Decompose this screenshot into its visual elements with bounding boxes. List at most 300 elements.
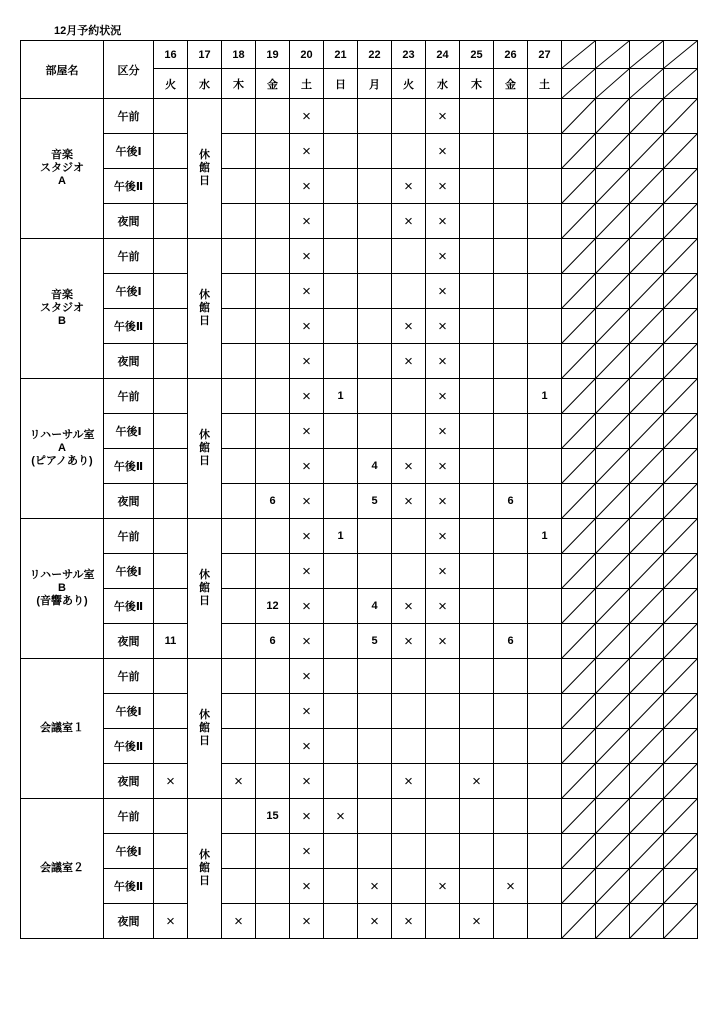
unused-cell xyxy=(596,484,630,519)
availability-cell xyxy=(154,484,188,519)
availability-cell xyxy=(460,869,494,904)
reservation-table xyxy=(20,40,698,939)
availability-cell xyxy=(528,659,562,694)
room-name: 会議室２ xyxy=(21,799,104,939)
booked-mark: × xyxy=(426,519,460,554)
booked-mark: × xyxy=(222,904,256,939)
unused-cell xyxy=(630,834,664,869)
unused-cell xyxy=(664,589,698,624)
availability-cell xyxy=(256,309,290,344)
weekday-header: 金 xyxy=(494,69,528,99)
availability-cell xyxy=(154,204,188,239)
unused-cell xyxy=(596,554,630,589)
unused-cell xyxy=(596,729,630,764)
availability-cell xyxy=(222,239,256,274)
availability-cell xyxy=(256,134,290,169)
unused-cell xyxy=(630,134,664,169)
availability-cell xyxy=(494,589,528,624)
availability-cell xyxy=(256,379,290,414)
availability-cell xyxy=(222,729,256,764)
availability-cell xyxy=(460,519,494,554)
availability-cell xyxy=(222,414,256,449)
unused-cell xyxy=(562,99,596,134)
availability-cell xyxy=(460,344,494,379)
unused-cell xyxy=(562,204,596,239)
period-label: 夜間 xyxy=(104,764,154,799)
period-label: 午後Ⅱ xyxy=(104,589,154,624)
weekday-header: 木 xyxy=(222,69,256,99)
booked-mark: × xyxy=(290,134,324,169)
weekday-header: 土 xyxy=(528,69,562,99)
unused-cell xyxy=(630,519,664,554)
date-header: 17 xyxy=(188,41,222,69)
availability-cell xyxy=(256,694,290,729)
availability-cell xyxy=(460,134,494,169)
availability-cell xyxy=(460,484,494,519)
availability-cell xyxy=(324,344,358,379)
table-row xyxy=(21,239,698,274)
availability-cell xyxy=(222,204,256,239)
booked-mark: × xyxy=(290,799,324,834)
availability-cell xyxy=(222,589,256,624)
unused-cell xyxy=(562,519,596,554)
availability-cell xyxy=(222,99,256,134)
availability-cell xyxy=(528,99,562,134)
unused-cell xyxy=(630,344,664,379)
unused-cell xyxy=(562,834,596,869)
booked-mark: × xyxy=(494,869,528,904)
closed-day-cell: 休 館 日 xyxy=(188,659,222,799)
room-column-header: 部屋名 xyxy=(21,41,104,99)
availability-cell xyxy=(528,414,562,449)
table-row xyxy=(21,204,698,239)
availability-cell xyxy=(256,169,290,204)
unused-cell xyxy=(630,659,664,694)
table-row xyxy=(21,274,698,309)
availability-cell xyxy=(494,379,528,414)
availability-cell xyxy=(256,204,290,239)
availability-cell xyxy=(324,204,358,239)
availability-cell xyxy=(256,449,290,484)
booked-mark: × xyxy=(154,904,188,939)
table-row xyxy=(21,169,698,204)
availability-cell xyxy=(256,869,290,904)
closed-day-cell: 休 館 日 xyxy=(188,799,222,939)
booked-mark: × xyxy=(290,519,324,554)
unused-cell xyxy=(596,904,630,939)
weekday-header: 火 xyxy=(154,69,188,99)
unused-cell xyxy=(562,869,596,904)
unused-cell xyxy=(664,869,698,904)
booked-mark: × xyxy=(324,799,358,834)
availability-cell xyxy=(392,379,426,414)
unused-cell xyxy=(562,414,596,449)
reservation-count: 5 xyxy=(358,484,392,519)
unused-cell xyxy=(664,554,698,589)
availability-cell xyxy=(154,519,188,554)
availability-cell xyxy=(528,204,562,239)
availability-cell xyxy=(460,309,494,344)
date-header: 26 xyxy=(494,41,528,69)
availability-cell xyxy=(358,729,392,764)
availability-cell xyxy=(358,169,392,204)
availability-cell xyxy=(528,589,562,624)
closed-day-cell: 休 館 日 xyxy=(188,519,222,659)
availability-cell xyxy=(154,309,188,344)
period-label: 夜間 xyxy=(104,904,154,939)
reservation-count: 6 xyxy=(494,484,528,519)
availability-cell xyxy=(460,624,494,659)
booked-mark: × xyxy=(290,729,324,764)
unused-cell xyxy=(664,274,698,309)
availability-cell xyxy=(494,904,528,939)
booked-mark: × xyxy=(290,309,324,344)
availability-cell xyxy=(256,904,290,939)
availability-cell xyxy=(392,134,426,169)
table-row xyxy=(21,379,698,414)
unused-cell xyxy=(664,659,698,694)
booked-mark: × xyxy=(426,589,460,624)
availability-cell xyxy=(392,274,426,309)
availability-cell xyxy=(494,99,528,134)
booked-mark: × xyxy=(290,274,324,309)
booked-mark: × xyxy=(460,904,494,939)
availability-cell xyxy=(222,379,256,414)
availability-cell xyxy=(494,449,528,484)
availability-cell xyxy=(528,134,562,169)
header-date-row xyxy=(21,41,698,69)
period-label: 午後Ⅰ xyxy=(104,554,154,589)
table-row xyxy=(21,729,698,764)
weekday-header: 木 xyxy=(460,69,494,99)
unused-cell xyxy=(562,659,596,694)
availability-cell xyxy=(222,134,256,169)
availability-cell xyxy=(528,799,562,834)
unused-cell xyxy=(596,344,630,379)
availability-cell xyxy=(324,169,358,204)
unused-cell xyxy=(630,904,664,939)
weekday-header: 土 xyxy=(290,69,324,99)
period-label: 午後Ⅱ xyxy=(104,169,154,204)
availability-cell xyxy=(154,344,188,379)
availability-cell xyxy=(460,239,494,274)
availability-cell xyxy=(222,344,256,379)
unused-cell xyxy=(664,239,698,274)
booked-mark: × xyxy=(426,484,460,519)
availability-cell xyxy=(392,659,426,694)
availability-cell xyxy=(426,694,460,729)
availability-cell xyxy=(528,309,562,344)
unused-cell xyxy=(630,414,664,449)
availability-cell xyxy=(256,519,290,554)
booked-mark: × xyxy=(426,344,460,379)
unused-cell xyxy=(562,41,596,69)
unused-cell xyxy=(596,624,630,659)
booked-mark: × xyxy=(392,204,426,239)
availability-cell xyxy=(426,799,460,834)
availability-cell xyxy=(154,589,188,624)
unused-cell xyxy=(630,274,664,309)
weekday-header: 水 xyxy=(426,69,460,99)
table-row xyxy=(21,414,698,449)
availability-cell xyxy=(528,449,562,484)
availability-cell xyxy=(392,519,426,554)
table-row xyxy=(21,99,698,134)
availability-cell xyxy=(460,834,494,869)
booked-mark: × xyxy=(392,169,426,204)
availability-cell xyxy=(460,379,494,414)
availability-cell xyxy=(222,869,256,904)
unused-cell xyxy=(630,694,664,729)
unused-cell xyxy=(630,69,664,99)
availability-cell xyxy=(324,904,358,939)
availability-cell xyxy=(256,414,290,449)
availability-cell xyxy=(222,694,256,729)
availability-cell xyxy=(256,764,290,799)
table-row xyxy=(21,554,698,589)
availability-cell xyxy=(460,799,494,834)
availability-cell xyxy=(528,869,562,904)
unused-cell xyxy=(562,554,596,589)
booked-mark: × xyxy=(426,554,460,589)
unused-cell xyxy=(630,99,664,134)
availability-cell xyxy=(154,274,188,309)
availability-cell xyxy=(528,729,562,764)
unused-cell xyxy=(596,41,630,69)
availability-cell xyxy=(528,274,562,309)
unused-cell xyxy=(664,694,698,729)
booked-mark: × xyxy=(290,904,324,939)
unused-cell xyxy=(596,589,630,624)
booked-mark: × xyxy=(290,99,324,134)
table-row xyxy=(21,519,698,554)
booked-mark: × xyxy=(392,309,426,344)
availability-cell xyxy=(154,99,188,134)
table-row xyxy=(21,904,698,939)
unused-cell xyxy=(630,869,664,904)
unused-cell xyxy=(630,764,664,799)
booked-mark: × xyxy=(290,449,324,484)
booked-mark: × xyxy=(290,554,324,589)
reservation-count: 5 xyxy=(358,624,392,659)
room-name: リハーサル室 B (音響あり) xyxy=(21,519,104,659)
date-header: 16 xyxy=(154,41,188,69)
table-row xyxy=(21,869,698,904)
availability-cell xyxy=(494,799,528,834)
unused-cell xyxy=(664,764,698,799)
availability-cell xyxy=(528,694,562,729)
availability-cell xyxy=(222,169,256,204)
availability-cell xyxy=(460,694,494,729)
availability-cell xyxy=(358,344,392,379)
availability-cell xyxy=(324,414,358,449)
availability-cell xyxy=(494,554,528,589)
booked-mark: × xyxy=(290,169,324,204)
availability-cell xyxy=(528,764,562,799)
availability-cell xyxy=(324,239,358,274)
unused-cell xyxy=(664,729,698,764)
table-row xyxy=(21,659,698,694)
period-label: 午後Ⅱ xyxy=(104,449,154,484)
reservation-count: 12 xyxy=(256,589,290,624)
availability-cell xyxy=(392,729,426,764)
period-label: 午前 xyxy=(104,519,154,554)
unused-cell xyxy=(664,69,698,99)
booked-mark: × xyxy=(392,904,426,939)
availability-cell xyxy=(154,869,188,904)
unused-cell xyxy=(562,729,596,764)
booked-mark: × xyxy=(358,904,392,939)
date-header: 19 xyxy=(256,41,290,69)
booked-mark: × xyxy=(290,379,324,414)
availability-cell xyxy=(324,659,358,694)
availability-cell xyxy=(358,134,392,169)
unused-cell xyxy=(562,694,596,729)
reservation-count: 1 xyxy=(528,379,562,414)
availability-cell xyxy=(324,694,358,729)
booked-mark: × xyxy=(290,414,324,449)
availability-cell xyxy=(222,659,256,694)
booked-mark: × xyxy=(426,99,460,134)
unused-cell xyxy=(596,694,630,729)
period-label: 午前 xyxy=(104,659,154,694)
unused-cell xyxy=(596,869,630,904)
unused-cell xyxy=(596,764,630,799)
date-header: 18 xyxy=(222,41,256,69)
availability-cell xyxy=(256,554,290,589)
availability-cell xyxy=(256,344,290,379)
period-label: 夜間 xyxy=(104,484,154,519)
availability-cell xyxy=(154,554,188,589)
unused-cell xyxy=(562,624,596,659)
unused-cell xyxy=(664,799,698,834)
availability-cell xyxy=(460,99,494,134)
closed-day-cell: 休 館 日 xyxy=(188,239,222,379)
unused-cell xyxy=(664,624,698,659)
availability-cell xyxy=(324,449,358,484)
unused-cell xyxy=(562,589,596,624)
table-row xyxy=(21,484,698,519)
availability-cell xyxy=(494,134,528,169)
unused-cell xyxy=(630,204,664,239)
unused-cell xyxy=(664,204,698,239)
availability-cell xyxy=(494,729,528,764)
availability-cell xyxy=(460,414,494,449)
unused-cell xyxy=(562,904,596,939)
availability-cell xyxy=(494,414,528,449)
availability-cell xyxy=(494,344,528,379)
unused-cell xyxy=(596,414,630,449)
booked-mark: × xyxy=(426,449,460,484)
booked-mark: × xyxy=(290,344,324,379)
period-label: 午後Ⅰ xyxy=(104,834,154,869)
availability-cell xyxy=(154,729,188,764)
date-header: 20 xyxy=(290,41,324,69)
reservation-count: 6 xyxy=(256,484,290,519)
unused-cell xyxy=(562,169,596,204)
unused-cell xyxy=(630,169,664,204)
availability-cell xyxy=(256,99,290,134)
period-label: 夜間 xyxy=(104,624,154,659)
unused-cell xyxy=(562,69,596,99)
unused-cell xyxy=(596,309,630,344)
closed-day-cell: 休 館 日 xyxy=(188,99,222,239)
availability-cell xyxy=(494,169,528,204)
unused-cell xyxy=(562,799,596,834)
unused-cell xyxy=(596,659,630,694)
unused-cell xyxy=(596,274,630,309)
table-row xyxy=(21,344,698,379)
availability-cell xyxy=(154,834,188,869)
unused-cell xyxy=(596,379,630,414)
booked-mark: × xyxy=(290,624,324,659)
unused-cell xyxy=(596,239,630,274)
availability-cell xyxy=(154,414,188,449)
unused-cell xyxy=(664,41,698,69)
period-label: 午後Ⅱ xyxy=(104,869,154,904)
booked-mark: × xyxy=(392,449,426,484)
weekday-header: 日 xyxy=(324,69,358,99)
availability-cell xyxy=(494,519,528,554)
availability-cell xyxy=(426,764,460,799)
booked-mark: × xyxy=(290,834,324,869)
availability-cell xyxy=(324,834,358,869)
availability-cell xyxy=(494,764,528,799)
unused-cell xyxy=(664,379,698,414)
availability-cell xyxy=(256,274,290,309)
availability-cell xyxy=(358,239,392,274)
unused-cell xyxy=(562,379,596,414)
table-row xyxy=(21,799,698,834)
availability-cell xyxy=(358,764,392,799)
availability-cell xyxy=(222,519,256,554)
availability-cell xyxy=(222,799,256,834)
availability-cell xyxy=(358,799,392,834)
availability-cell xyxy=(426,659,460,694)
availability-cell xyxy=(358,204,392,239)
unused-cell xyxy=(562,449,596,484)
availability-cell xyxy=(460,204,494,239)
availability-cell xyxy=(222,834,256,869)
availability-cell xyxy=(324,624,358,659)
unused-cell xyxy=(664,904,698,939)
period-label: 午後Ⅰ xyxy=(104,694,154,729)
availability-cell xyxy=(324,869,358,904)
unused-cell xyxy=(596,799,630,834)
weekday-header: 金 xyxy=(256,69,290,99)
availability-cell xyxy=(494,274,528,309)
unused-cell xyxy=(562,134,596,169)
room-name: 音楽 スタジオ A xyxy=(21,99,104,239)
availability-cell xyxy=(460,729,494,764)
booked-mark: × xyxy=(290,764,324,799)
room-name: 会議室１ xyxy=(21,659,104,799)
booked-mark: × xyxy=(426,414,460,449)
availability-cell xyxy=(222,449,256,484)
period-label: 午後Ⅰ xyxy=(104,414,154,449)
availability-cell xyxy=(154,134,188,169)
period-label: 午後Ⅱ xyxy=(104,309,154,344)
availability-cell xyxy=(222,274,256,309)
table-row xyxy=(21,134,698,169)
weekday-header: 水 xyxy=(188,69,222,99)
unused-cell xyxy=(562,239,596,274)
booked-mark: × xyxy=(392,484,426,519)
date-header: 21 xyxy=(324,41,358,69)
unused-cell xyxy=(664,414,698,449)
unused-cell xyxy=(664,519,698,554)
date-header: 23 xyxy=(392,41,426,69)
